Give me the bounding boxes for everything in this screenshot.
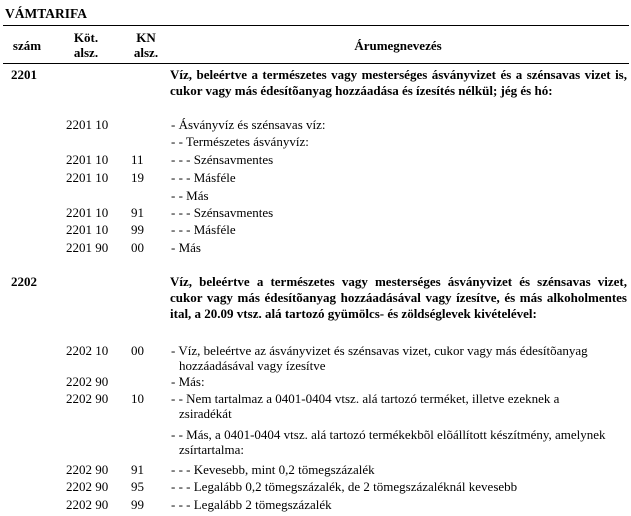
item-description: - - - Szénsavmentes [171, 205, 274, 220]
kn-alsz: 10 [131, 391, 144, 406]
kot-alsz: 2201 10 [66, 170, 109, 185]
item-description: - - Más [171, 188, 209, 203]
page-title: VÁMTARIFA [5, 6, 87, 21]
kn-alsz: 99 [131, 497, 144, 512]
header-bottom-rule [3, 63, 629, 64]
kot-alsz: 2201 90 [66, 240, 109, 255]
kot-alsz: 2201 10 [66, 222, 109, 237]
item-description: - Más: [171, 374, 205, 389]
header-kot-2: alsz. [73, 45, 99, 60]
heading-text-2202: Víz, beleértve a természetes vagy mesterséges ásványvizet és szénsavas vizet, cukor vagy más édesítõanyag hozzáadásával vagy ízesítve, és más alkoholmentes ital, a 20.09 vtsz. alá tartozó gyümölcs- és zöldséglevek kivételével: [170, 274, 627, 321]
header-szam: szám [12, 38, 42, 53]
kot-alsz: 2202 90 [66, 374, 109, 389]
kn-alsz: 00 [131, 343, 144, 358]
kn-alsz: 19 [131, 170, 144, 185]
header-arumegnevezes: Árumegnevezés [354, 38, 442, 53]
item-description: - Víz, beleértve az ásványvizet és szénsavas vizet, cukor vagy más édesítõanyag hozzáadásával vagy ízesítve [171, 343, 588, 373]
item-description: - - - Legalább 2 tömegszázalék [171, 497, 332, 512]
item-description: - - - Kevesebb, mint 0,2 tömegszázalék [171, 462, 375, 477]
item-description: - - Más, a 0401-0404 vtsz. alá tartozó termékekbõl elõállított készítmény, amelynek zsírtartalma: [171, 427, 606, 457]
heading-text-2201: Víz, beleértve a természetes vagy mesterséges ásványvizet és a szénsavas vizet is, cukor vagy más édesítõanyag hozzáadása és ízesítés nélkül; jég és hó: [170, 67, 627, 98]
item-description: - - - Legalább 0,2 tömegszázalék, de 2 tömegszázaléknál kevesebb [171, 479, 518, 494]
kot-alsz: 2201 10 [66, 152, 109, 167]
kot-alsz: 2202 90 [66, 391, 109, 406]
kot-alsz: 2202 90 [66, 462, 109, 477]
item-description: - - Természetes ásványvíz: [171, 134, 309, 149]
kn-alsz: 91 [131, 462, 144, 477]
kot-alsz: 2202 90 [66, 479, 109, 494]
kot-alsz: 2201 10 [66, 117, 109, 132]
item-description: - - - Másféle [171, 170, 236, 185]
kn-alsz: 00 [131, 240, 144, 255]
heading-number-2202: 2202 [11, 274, 37, 289]
kot-alsz: 2201 10 [66, 205, 109, 220]
item-description: - - - Másféle [171, 222, 236, 237]
item-description: - - - Szénsavmentes [171, 152, 274, 167]
item-description: - - Nem tartalmaz a 0401-0404 vtsz. alá tartozó terméket, illetve ezeknek a zsiradékát [171, 391, 560, 421]
item-description: - Ásványvíz és szénsavas víz: [171, 117, 326, 132]
kot-alsz: 2202 90 [66, 497, 109, 512]
kn-alsz: 11 [131, 152, 144, 167]
header-kot-1: Köt. [73, 30, 99, 45]
header-kn-2: alsz. [133, 45, 159, 60]
kn-alsz: 91 [131, 205, 144, 220]
header-top-rule [3, 25, 629, 26]
kn-alsz: 95 [131, 479, 144, 494]
kn-alsz: 99 [131, 222, 144, 237]
kot-alsz: 2202 10 [66, 343, 109, 358]
heading-number-2201: 2201 [11, 67, 37, 82]
header-kn-1: KN [136, 30, 156, 45]
item-description: - Más [171, 240, 201, 255]
